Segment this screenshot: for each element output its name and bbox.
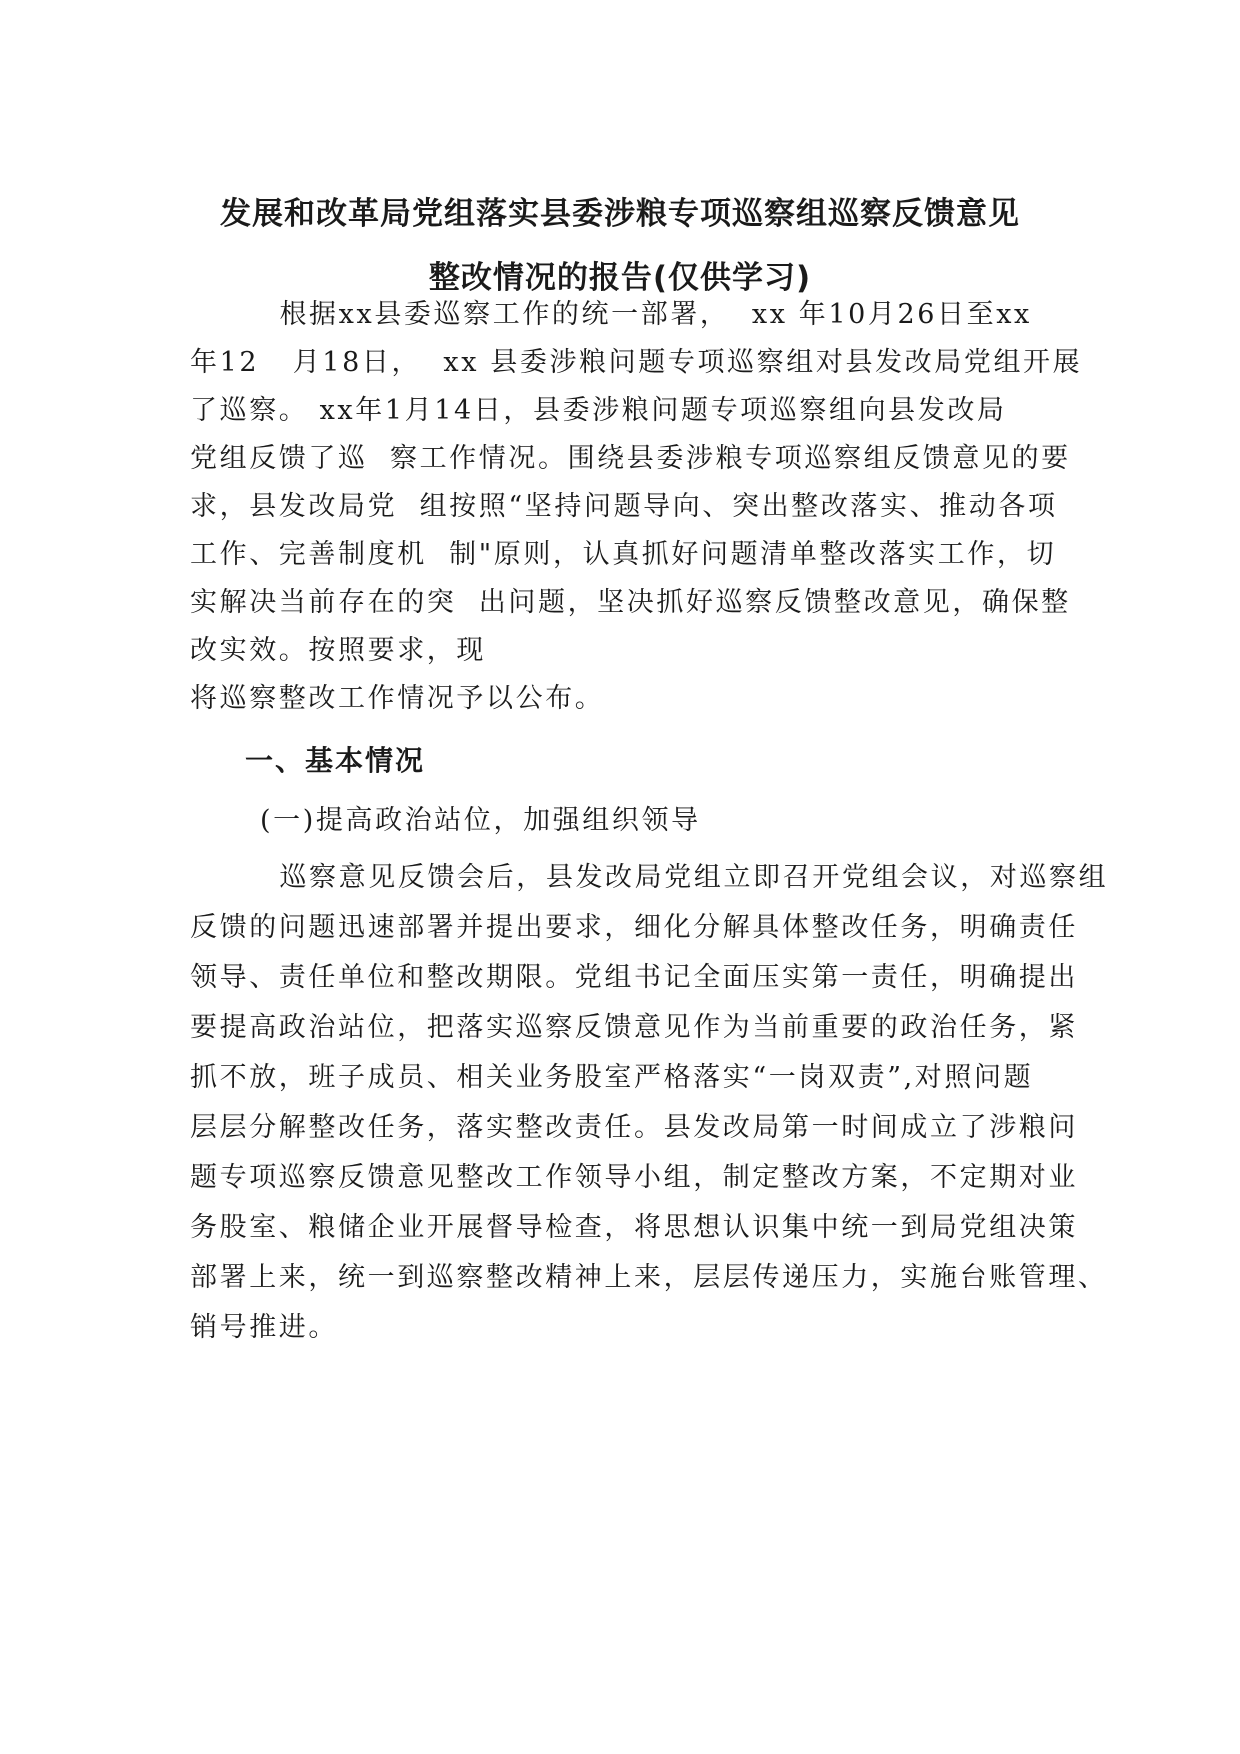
intro-paragraph-line: 党组反馈了巡 察工作情况。围绕县委涉粮专项巡察组反馈意见的要: [190, 443, 1071, 474]
document-title-line-2: 整改情况的报告(仅供学习): [428, 260, 812, 296]
subsection-heading-political-stance: (一)提高政治站位，加强组织领导: [260, 805, 701, 836]
section-heading-basic-situation: 一、基本情况: [245, 744, 426, 777]
body-paragraph-line: 巡察意见反馈会后，县发改局党组立即召开党组会议，对巡察组: [190, 862, 1109, 893]
document-title-line-1: 发展和改革局党组落实县委涉粮专项巡察组巡察反馈意见: [220, 196, 1020, 232]
intro-paragraph-line: 求，县发改局党 组按照“坚持问题导向、突出整改落实、推动各项: [190, 491, 1058, 522]
body-paragraph-line: 部署上来，统一到巡察整改精神上来，层层传递压力，实施台账管理、: [190, 1262, 1108, 1293]
body-paragraph-line: 层层分解整改任务，落实整改责任。县发改局第一时间成立了涉粮问: [190, 1112, 1078, 1143]
intro-paragraph-line: 实解决当前存在的突 出问题，坚决抓好巡察反馈整改意见，确保整: [190, 587, 1071, 618]
intro-paragraph-line: 根据xx县委巡察工作的统一部署， xx 年10月26日至xx: [190, 299, 1032, 330]
intro-paragraph-line: 年12 月18日， xx 县委涉粮问题专项巡察组对县发改局党组开展: [190, 347, 1083, 378]
body-paragraph-line: 抓不放，班子成员、相关业务股室严格落实“一岗双责”,对照问题: [190, 1062, 1034, 1093]
body-paragraph-line: 务股室、粮储企业开展督导检查，将思想认识集中统一到局党组决策: [190, 1212, 1078, 1243]
intro-paragraph-line: 了巡察。 xx年1月14日，县委涉粮问题专项巡察组向县发改局: [190, 395, 1007, 426]
body-paragraph-line: 要提高政治站位，把落实巡察反馈意见作为当前重要的政治任务，紧: [190, 1012, 1078, 1043]
intro-paragraph-line: 工作、完善制度机 制"原则，认真抓好问题清单整改落实工作，切: [190, 539, 1057, 570]
body-paragraph-line: 领导、责任单位和整改期限。党组书记全面压实第一责任，明确提出: [190, 962, 1078, 993]
intro-paragraph-line: 将巡察整改工作情况予以公布。: [190, 683, 605, 714]
body-paragraph-line: 反馈的问题迅速部署并提出要求，细化分解具体整改任务，明确责任: [190, 912, 1078, 943]
intro-paragraph-line: 改实效。按照要求，现: [190, 635, 486, 666]
body-paragraph-line: 题专项巡察反馈意见整改工作领导小组，制定整改方案，不定期对业: [190, 1162, 1078, 1193]
body-paragraph-line: 销号推进。: [190, 1312, 338, 1343]
